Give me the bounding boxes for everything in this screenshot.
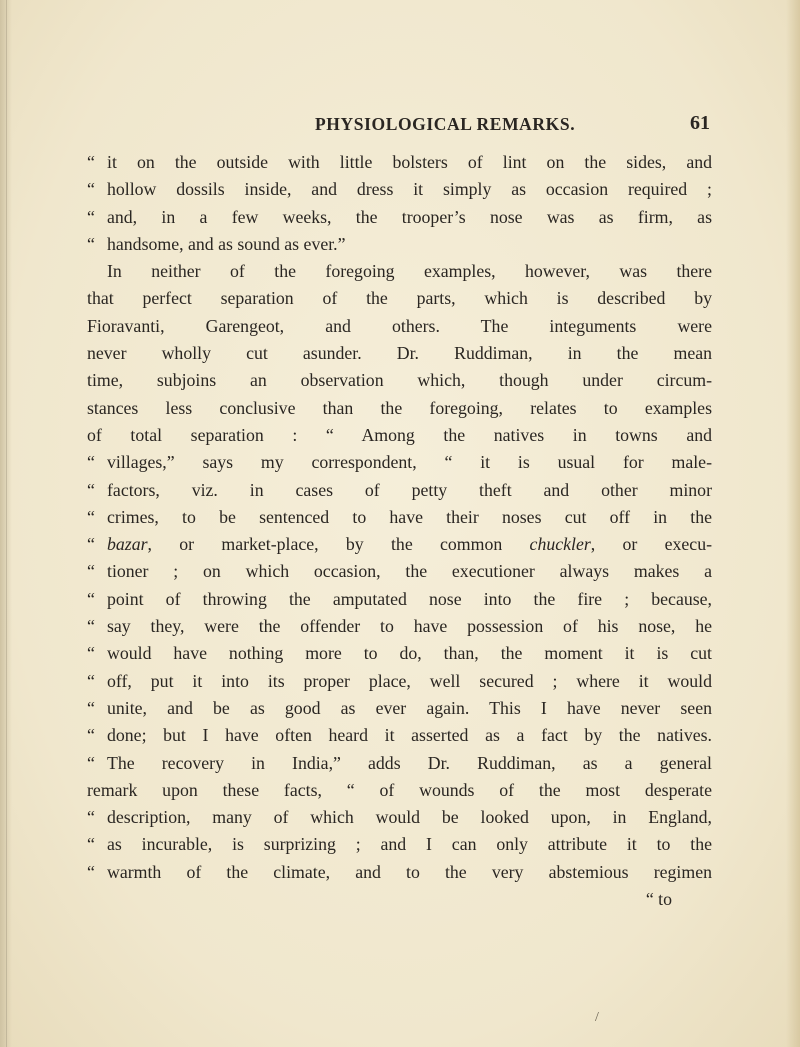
quote-mark: “ [87,725,95,746]
quote-mark: “ [87,534,95,555]
text-line [87,449,712,476]
line-text: time, subjoins an observation which, though under circum- [87,370,712,391]
line-text: that perfect separation of the parts, which is described by [87,288,712,309]
line-text: as incurable, is surprizing ; and I can only attribute it to the [107,834,712,855]
line-text: never wholly cut asunder. Dr. Ruddiman, in the mean [87,343,712,364]
italic-term: chuckler [529,534,591,555]
text-line [87,395,712,422]
binding-fold [0,0,7,1047]
text-line [87,313,712,340]
line-text: unite, and be as good as ever again. This I have never seen [107,697,712,718]
text-line [87,777,712,804]
line-text: done; but I have often heard it asserted as a fact by the natives. [107,725,712,746]
line-text: bazar, or market-place, by the common chuckler, or execu- [107,534,712,555]
quote-mark: “ [87,752,95,773]
text-line [87,804,712,831]
line-text: say they, were the offender to have possession of his nose, he [107,616,712,637]
running-title: PHYSIOLOGICAL REMARKS. [315,114,576,134]
page-edge-shadow [786,0,800,1047]
quote-mark: “ [87,233,95,254]
running-header [315,114,710,142]
quote-mark: “ [87,206,95,227]
line-text: warmth of the climate, and to the very abstemious regimen [107,861,712,882]
quote-mark: “ [87,697,95,718]
line-text: off, put it into its proper place, well secured ; where it would [107,670,712,691]
line-text: villages,” says my correspondent, “ it is usual for male- [107,452,712,473]
quote-mark: “ [87,616,95,637]
line-text: description, many of which would be looked upon, in England, [107,807,712,828]
quote-mark: “ [87,643,95,664]
text-line [87,558,712,585]
quote-mark: “ [87,506,95,527]
quote-mark: “ [87,807,95,828]
text-line [87,531,712,558]
quote-mark: “ [87,479,95,500]
text-line [87,831,712,858]
text-line [87,367,712,394]
text-line [87,859,712,886]
line-text: In neither of the foregoing examples, however, was there [107,261,712,282]
line-text: remark upon these facts, “ of wounds of the most desperate [87,779,712,800]
line-text: and, in a few weeks, the trooper’s nose was as firm, as [107,206,712,227]
stray-mark: / [595,1010,599,1025]
text-line [87,668,712,695]
text-line [87,204,712,231]
text-line [87,640,712,667]
line-text: Fioravanti, Garengeot, and others. The integuments were [87,315,712,336]
catchword: “ to [645,889,672,910]
text-line [87,340,712,367]
quote-mark: “ [87,152,95,172]
text-line [87,285,712,312]
line-text: The recovery in India,” adds Dr. Ruddiman, as a general [107,752,712,773]
text-line [87,750,712,777]
text-line [87,695,712,722]
text-line [87,231,712,258]
text-line [87,586,712,613]
text-line [87,613,712,640]
line-text: crimes, to be sentenced to have their noses cut off in the [107,506,712,527]
italic-term: bazar [107,534,148,555]
line-text: handsome, and as sound as ever.” [107,233,346,254]
text-line [87,258,712,285]
line-text: tioner ; on which occasion, the executioner always makes a [107,561,712,582]
text-line [87,422,712,449]
text-line [87,149,712,176]
quote-mark: “ [87,834,95,855]
body-text [87,149,712,913]
quote-mark: “ [87,588,95,609]
line-text: point of throwing the amputated nose into the fire ; because, [107,588,712,609]
line-text: of total separation : “ Among the natives in towns and [87,424,712,445]
text-line [87,176,712,203]
text-line [87,504,712,531]
quote-mark: “ [87,179,95,200]
text-line [87,477,712,504]
line-text: stances less conclusive than the foregoing, relates to examples [87,397,712,418]
line-text: it on the outside with little bolsters of lint on the sides, and [107,152,712,172]
quote-mark: “ [87,452,95,473]
line-text: hollow dossils inside, and dress it simply as occasion required ; [107,179,712,200]
text-line [87,722,712,749]
line-text: would have nothing more to do, than, the moment it is cut [107,643,712,664]
quote-mark: “ [87,861,95,882]
page-number: 61 [690,112,710,134]
quote-mark: “ [87,670,95,691]
quote-mark: “ [87,561,95,582]
line-text: factors, viz. in cases of petty theft and other minor [107,479,712,500]
